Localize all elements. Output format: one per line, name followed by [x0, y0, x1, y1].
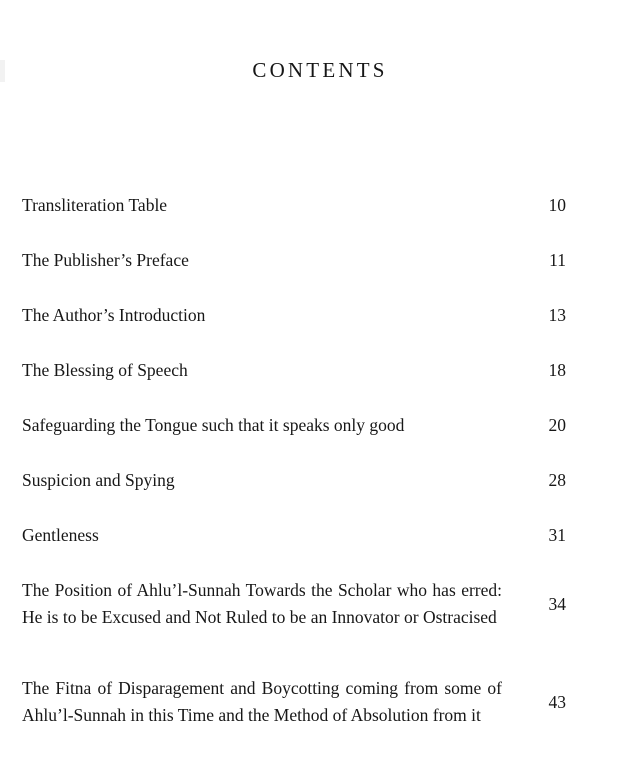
toc-entry-title: Transliteration Table	[22, 195, 168, 215]
toc-entry-title: Suspicion and Spying	[22, 470, 175, 490]
toc-entry[interactable]	[22, 467, 618, 494]
toc-entry[interactable]	[22, 412, 618, 439]
toc-entry[interactable]	[22, 247, 618, 274]
toc-entry-title: The Blessing of Speech	[22, 360, 188, 380]
toc-section-gap	[22, 661, 618, 675]
page-title: CONTENTS	[252, 58, 388, 82]
toc-entry[interactable]	[22, 577, 618, 631]
toc-entry-page: 11	[549, 250, 566, 270]
toc-entry-title: The Fitna of Disparagement and Boycotting coming from some of Ahlu’l-Sunnah in this Time and the Method of Absolution from it	[22, 678, 502, 725]
toc-entry-page: 10	[548, 195, 566, 215]
toc-entry-page: 34	[548, 593, 566, 614]
toc-entry-page: 28	[548, 470, 566, 490]
toc-entry-title: The Position of Ahlu’l-Sunnah Towards the Scholar who has erred: He is to be Excused and Not Ruled to be an Innovator or Ostracised	[22, 580, 502, 627]
page-edge-artifact	[0, 60, 5, 82]
toc-entry[interactable]	[22, 675, 618, 729]
toc-entry[interactable]	[22, 357, 618, 384]
toc-entry[interactable]	[22, 522, 618, 549]
toc-entry-page: 43	[548, 691, 566, 712]
toc-entry-page: 31	[548, 525, 566, 545]
table-of-contents	[22, 192, 618, 759]
toc-entry-title: Safeguarding the Tongue such that it speaks only good	[22, 415, 405, 435]
toc-entry-page: 13	[548, 305, 566, 325]
toc-entry-title: The Publisher’s Preface	[22, 250, 189, 270]
toc-entry-title: The Author’s Introduction	[22, 305, 206, 325]
toc-entry-page: 18	[548, 360, 566, 380]
toc-entry[interactable]	[22, 192, 618, 219]
toc-entry-title: Gentleness	[22, 525, 99, 545]
toc-entry-page: 20	[548, 415, 566, 435]
toc-entry[interactable]	[22, 302, 618, 329]
